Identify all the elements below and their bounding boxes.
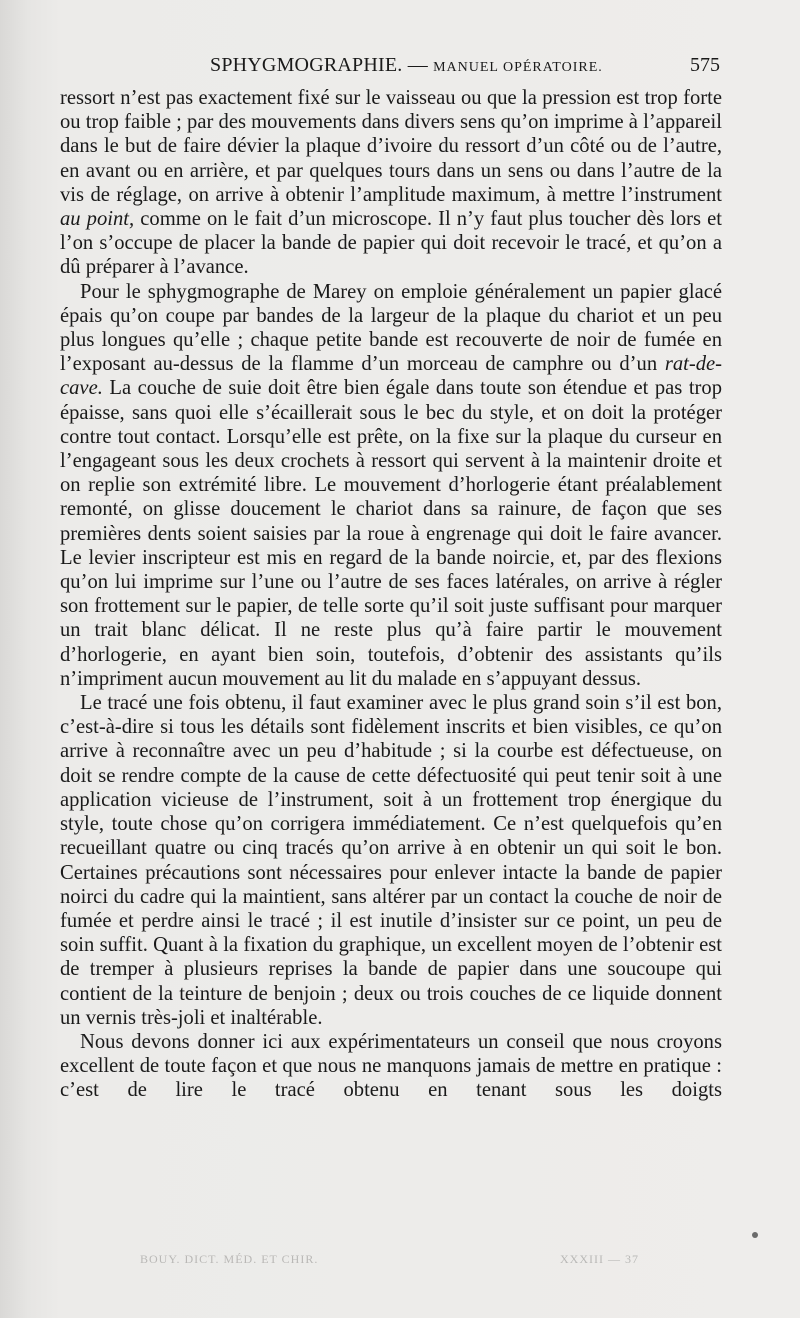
italic-rat-de-cave: rat-de-cave. — [60, 353, 722, 400]
header-subtitle: MANUEL OPÉRATOIRE. — [433, 60, 603, 75]
header-title — [210, 50, 603, 83]
bleed-through-footer-left: BOUY. DICT. MÉD. ET CHIR. — [140, 1252, 319, 1266]
header-dash: — — [407, 54, 428, 76]
paragraph-2-head: Pour le sphygmographe de Marey on emploie généralement un papier glacé épais qu’on coupe par bandes de la largeur de la plaque du chariot et un peu plus longues qu’elle ; chaque petite bande est recouverte de noir de fumée en l’exposant au-dessus de la flamme d’un morceau de camphre ou d’un — [60, 280, 722, 376]
paragraph-3: Le tracé une fois obtenu, il faut examiner avec le plus grand soin s’il est bon, c’est-à-dire si tous les détails sont fidèlement inscrits et bien visibles, ce qu’on arrive à reconnaître avec un peu d’habitude ; si la courbe est défectueuse, on doit se rendre compte de la cause de cette défectuosité qui peut tenir soit à une application vicieuse de l’instrument, soit à un frottement trop énergique du style, toute chose qu’on corrigera immédiatement. Ce n’est quelquefois qu’en recueillant quatre ou cinq tracés qu’on arrive à en obtenir un qui soit le bon. Certaines précautions sont nécessaires pour enlever intacte la bande de papier noirci du cadre qui la maintient, sans altérer par un contact la couche de noir de fumée et perdre ainsi le tracé ; il est inutile d’insister sur ce point, un peu de soin suffit. Quant à la fixation du graphique, un excellent moyen de l’obtenir est de tremper à plusieurs reprises la bande de papier dans une soucoupe qui contient de la teinture de benjoin ; deux ou trois couches de ce liquide donnent un vernis très-joli et inaltérable. — [60, 692, 722, 1029]
running-header — [60, 50, 720, 80]
paragraph-1-head: ressort n’est pas exactement fixé sur le vaisseau ou que la pression est trop forte ou trop faible ; par des mouvements dans divers sens qu’on imprime à l’appareil dans le but de faire dévier la plaque d’ivoire du ressort d’un côté ou de l’autre, en avant ou en arrière, et par quelques tours dans un sens ou dans l’autre de la vis de réglage, on arrive à obtenir l’amplitude maximum, à mettre l’instrument — [60, 87, 722, 206]
paragraph-4: Nous devons donner ici aux expérimentateurs un conseil que nous croyons excellent de toute façon et que nous ne manquons jamais de mettre en pratique : c’est de lire le tracé obtenu en tenant sous les doigts — [60, 1030, 722, 1102]
body-text — [60, 86, 722, 1103]
italic-au-point: au point, — [60, 208, 135, 231]
page-number: 575 — [690, 54, 720, 76]
header-title-main: SPHYGMOGRAPHIE. — [210, 54, 403, 76]
paragraph-1-tail: comme on le fait d’un microscope. Il n’y faut plus toucher dès lors et l’on s’occupe de placer la bande de papier qui doit recevoir le tracé, et qu’on a dû préparer à l’avance. — [60, 208, 722, 279]
paragraph-2 — [60, 280, 722, 691]
paragraph-1 — [60, 86, 722, 280]
bleed-through-footer-right: XXXIII — 37 — [560, 1252, 639, 1266]
paragraph-2-tail: La couche de suie doit être bien égale dans toute son étendue et pas trop épaisse, sans quoi elle s’écaillerait sous le bec du style, et on doit la protéger contre tout contact. Lorsqu’elle est prête, on la fixe sur la plaque du curseur en l’engageant sous les deux crochets à ressort qui servent à la maintenir droite et on replie son extrémité libre. Le mouvement d’horlogerie étant préalablement remonté, on glisse doucement le chariot dans sa rainure, de façon que ses premières dents soient saisies par la roue à engrenage qui doit le faire avancer. Le levier inscripteur est mis en regard de la bande noircie, et, par des flexions qu’on lui imprime sur l’une ou l’autre de ses faces latérales, on arrive à régler son frottement sur le papier, de telle sorte qu’il soit juste suffisant pour marquer un trait blanc délicat. Il ne reste plus qu’à faire partir le mouvement d’horlogerie, en ayant bien soin, toutefois, d’obtenir des assistants qu’ils n’impriment aucun mouvement au lit du malade en s’appuyant dessus. — [60, 377, 722, 690]
ink-dot — [752, 1232, 758, 1238]
